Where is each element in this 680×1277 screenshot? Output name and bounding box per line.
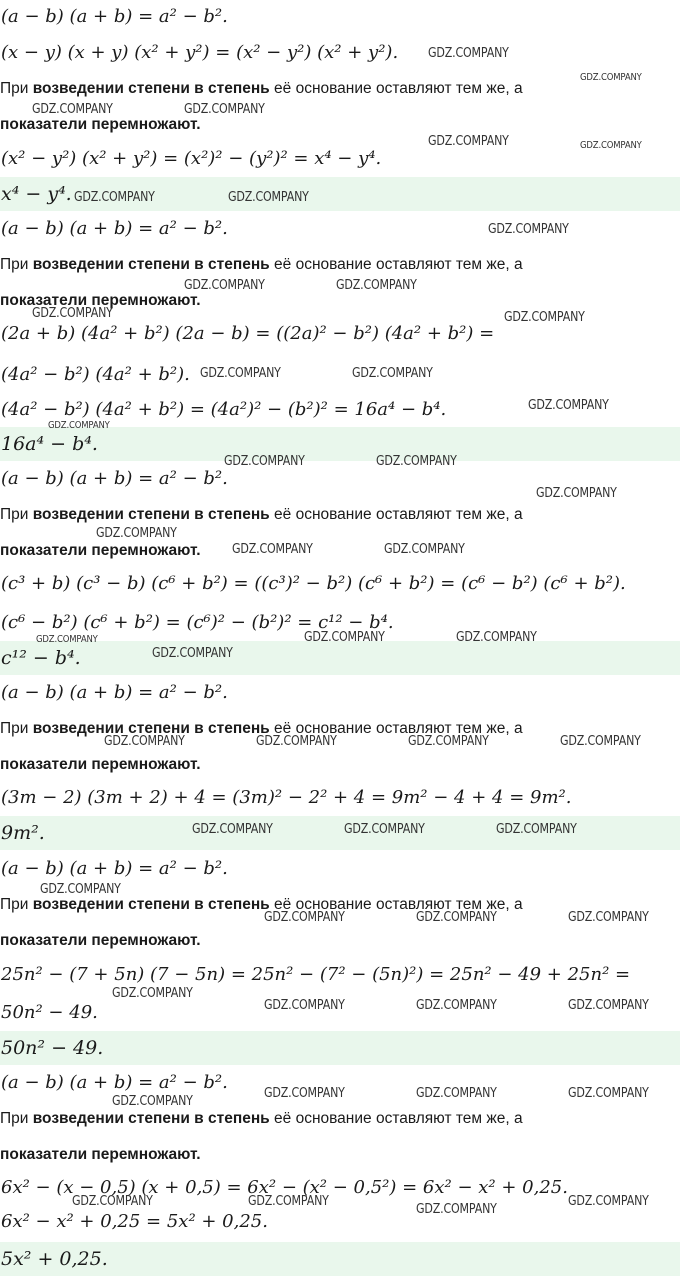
watermark: GDZ.COMPANY <box>200 366 281 381</box>
watermark: GDZ.COMPANY <box>580 140 642 151</box>
watermark: GDZ.COMPANY <box>264 910 345 925</box>
watermark: GDZ.COMPANY <box>568 998 649 1013</box>
solution-line: (c⁶ − b²) (c⁶ + b²) = (c⁶)² − (b²)² = c¹² − b⁴. <box>1 612 394 633</box>
solution-line: (2a + b) (4a² + b²) (2a − b) = ((2a)² − b²) (4a² + b²) = <box>1 323 495 344</box>
rule-text: При возведении степени в степень её основание оставляют тем же, а <box>0 506 523 523</box>
watermark: GDZ.COMPANY <box>416 910 497 925</box>
watermark: GDZ.COMPANY <box>112 1094 193 1109</box>
watermark: GDZ.COMPANY <box>232 542 313 557</box>
watermark: GDZ.COMPANY <box>228 190 309 205</box>
rule-text-cont: показатели перемножают. <box>0 292 201 309</box>
rule-text: При возведении степени в степень её основание оставляют тем же, а <box>0 720 523 737</box>
watermark: GDZ.COMPANY <box>104 734 185 749</box>
watermark: GDZ.COMPANY <box>264 1086 345 1101</box>
formula-line: (a − b) (a + b) = a² − b². <box>1 468 228 489</box>
watermark: GDZ.COMPANY <box>32 102 113 117</box>
watermark: GDZ.COMPANY <box>40 882 121 897</box>
watermark: GDZ.COMPANY <box>336 278 417 293</box>
watermark: GDZ.COMPANY <box>416 998 497 1013</box>
watermark: GDZ.COMPANY <box>72 1194 153 1209</box>
watermark: GDZ.COMPANY <box>416 1086 497 1101</box>
rule-text-cont: показатели перемножают. <box>0 1146 201 1163</box>
rule-text-cont: показатели перемножают. <box>0 116 201 133</box>
watermark: GDZ.COMPANY <box>560 734 641 749</box>
watermark: GDZ.COMPANY <box>384 542 465 557</box>
formula-line: (a − b) (a + b) = a² − b². <box>1 218 228 239</box>
watermark: GDZ.COMPANY <box>568 1194 649 1209</box>
rule-text: При возведении степени в степень её основание оставляют тем же, а <box>0 80 523 97</box>
answer-line: c¹² − b⁴. <box>0 641 680 675</box>
solution-line: (x² − y²) (x² + y²) = (x²)² − (y²)² = x⁴ − y⁴. <box>1 148 382 169</box>
watermark: GDZ.COMPANY <box>256 734 337 749</box>
watermark: GDZ.COMPANY <box>504 310 585 325</box>
watermark: GDZ.COMPANY <box>264 998 345 1013</box>
solution-line: (3m − 2) (3m + 2) + 4 = (3m)² − 2² + 4 = 9m² − 4 + 4 = 9m². <box>1 787 572 808</box>
rule-text: При возведении степени в степень её основание оставляют тем же, а <box>0 896 523 913</box>
answer-line: 9m². <box>0 816 680 850</box>
watermark: GDZ.COMPANY <box>192 822 273 837</box>
solution-line: (c³ + b) (c³ − b) (c⁶ + b²) = ((c³)² − b²) (c⁶ + b²) = (c⁶ − b²) (c⁶ + b²). <box>1 573 626 594</box>
formula-line: (a − b) (a + b) = a² − b². <box>1 1072 228 1093</box>
rule-text-cont: показатели перемножают. <box>0 542 201 559</box>
watermark: GDZ.COMPANY <box>184 102 265 117</box>
watermark: GDZ.COMPANY <box>184 278 265 293</box>
answer-line: 5x² + 0,25. <box>0 1242 680 1276</box>
rule-text-cont: показатели перемножают. <box>0 756 201 773</box>
watermark: GDZ.COMPANY <box>416 1202 497 1217</box>
watermark: GDZ.COMPANY <box>32 306 113 321</box>
watermark: GDZ.COMPANY <box>344 822 425 837</box>
solution-line: 50n² − 49. <box>1 1002 98 1023</box>
watermark: GDZ.COMPANY <box>488 222 569 237</box>
watermark: GDZ.COMPANY <box>580 72 642 83</box>
watermark: GDZ.COMPANY <box>568 1086 649 1101</box>
watermark: GDZ.COMPANY <box>528 398 609 413</box>
solution-line: (4a² − b²) (4a² + b²). <box>1 364 190 385</box>
watermark: GDZ.COMPANY <box>248 1194 329 1209</box>
solution-line: 6x² − x² + 0,25 = 5x² + 0,25. <box>1 1211 268 1232</box>
answer-line: 16a⁴ − b⁴. <box>0 427 680 461</box>
solution-line: (4a² − b²) (4a² + b²) = (4a²)² − (b²)² = 16a⁴ − b⁴. <box>1 399 447 420</box>
rule-text: При возведении степени в степень её основание оставляют тем же, а <box>0 1110 523 1127</box>
watermark: GDZ.COMPANY <box>408 734 489 749</box>
watermark: GDZ.COMPANY <box>568 910 649 925</box>
watermark: GDZ.COMPANY <box>352 366 433 381</box>
watermark: GDZ.COMPANY <box>428 134 509 149</box>
watermark: GDZ.COMPANY <box>376 454 457 469</box>
watermark: GDZ.COMPANY <box>428 46 509 61</box>
formula-line: (a − b) (a + b) = a² − b². <box>1 6 228 27</box>
rule-text-cont: показатели перемножают. <box>0 932 201 949</box>
rule-text: При возведении степени в степень её основание оставляют тем же, а <box>0 256 523 273</box>
watermark: GDZ.COMPANY <box>112 986 193 1001</box>
watermark: GDZ.COMPANY <box>224 454 305 469</box>
watermark: GDZ.COMPANY <box>36 634 98 645</box>
watermark: GDZ.COMPANY <box>152 646 233 661</box>
watermark: GDZ.COMPANY <box>48 420 110 431</box>
formula-line: (a − b) (a + b) = a² − b². <box>1 858 228 879</box>
watermark: GDZ.COMPANY <box>74 190 155 205</box>
formula-line: (x − y) (x + y) (x² + y²) = (x² − y²) (x² + y²). <box>1 42 399 63</box>
solution-line: 6x² − (x − 0,5) (x + 0,5) = 6x² − (x² − 0,5²) = 6x² − x² + 0,25. <box>1 1177 568 1198</box>
watermark: GDZ.COMPANY <box>536 486 617 501</box>
answer-line: x⁴ − y⁴. <box>0 177 680 211</box>
watermark: GDZ.COMPANY <box>96 526 177 541</box>
watermark: GDZ.COMPANY <box>496 822 577 837</box>
watermark: GDZ.COMPANY <box>304 630 385 645</box>
solution-line: 25n² − (7 + 5n) (7 − 5n) = 25n² − (7² − (5n)²) = 25n² − 49 + 25n² = <box>1 964 631 985</box>
formula-line: (a − b) (a + b) = a² − b². <box>1 682 228 703</box>
watermark: GDZ.COMPANY <box>456 630 537 645</box>
answer-line: 50n² − 49. <box>0 1031 680 1065</box>
